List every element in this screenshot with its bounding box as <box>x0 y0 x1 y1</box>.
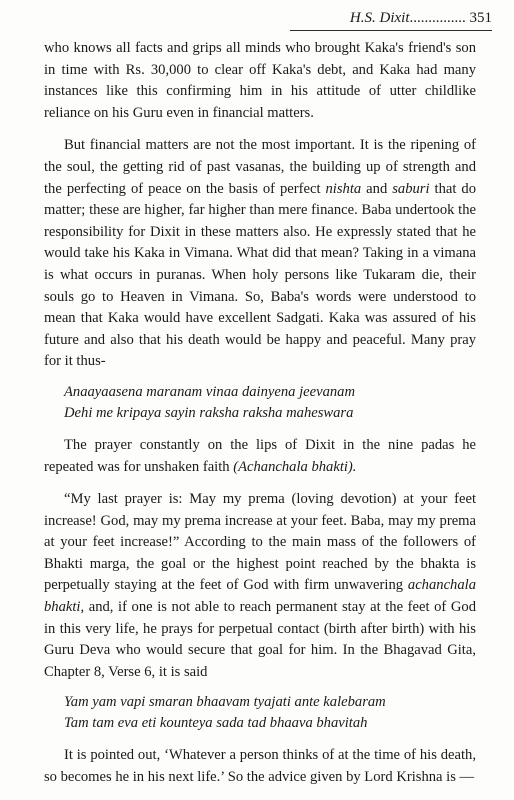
page-body <box>44 38 476 789</box>
paragraph-2-text-b: and <box>361 180 393 197</box>
paragraph-2-text-c: that do matter; these are higher, far higher than mere finance. Baba undertook the responsibility for Dixit in these matters also. He expressly stated that he would take his Kaka in Vimana. What did that mean? Taking in a vimana is what occurs in puranas. When holy persons like Tukaram die, their souls go to Heaven in Vimana. So, Baba's words were understood to mean that Kaka would have excellent Sadgati. Kaka was assured of his future and also that his death would be happy and peaceful. Many pray for it thus- <box>44 180 476 370</box>
paragraph-4-text-a: “My last prayer is: May my prema (loving devotion) at your feet increase! God, may my prema increase at your feet. Baba, may my prema at your feet increase!” According to the main mass of the followers of Bhakti marga, the goal or the highest point reached by the bhakta is perpetually staying at the feet of God with firm unwavering <box>44 491 476 594</box>
page-number: 351 <box>469 10 492 26</box>
verse-2-line-2: Tam tam eva eti kounteya sada tad bhaava bhavitah <box>64 715 368 732</box>
term-nishta: nishta <box>325 180 362 197</box>
paragraph-4 <box>44 489 476 683</box>
verse-2-line-1: Yam yam vapi smaran bhaavam tyajati ante kalebaram <box>64 694 386 711</box>
dot-leader: ............... <box>409 10 466 26</box>
verse-block-2 <box>64 692 476 734</box>
paragraph-2-text-a: But financial matters are not the most important. It is the ripening of the soul, the getting rid of past vasanas, the building up of strength and the perfecting of peace on the basis of perfect <box>44 137 476 197</box>
verse-block-1 <box>64 382 476 424</box>
term-achanchala-bhakti: (Achanchala bhakti). <box>233 458 357 475</box>
paragraph-5: It is pointed out, ‘Whatever a person thinks of at the time of his death, so becomes he in his next life.’ So the advice given by Lord Krishna is — <box>44 747 476 786</box>
paragraph-3-text-a: The prayer constantly on the lips of Dixit in the nine padas he repeated was for unshaken faith <box>44 436 476 475</box>
verse-1-line-2: Dehi me kripaya sayin raksha raksha maheswara <box>64 404 354 421</box>
paragraph-1: who knows all facts and grips all minds who brought Kaka's friend's son in time with Rs. 30,000 to clear off Kaka's debt, and Kaka had many instances like this confirming him in his attitude of utter childlike reliance on his Guru even in financial matters. <box>44 40 476 121</box>
paragraph-2 <box>44 135 476 373</box>
term-saburi: saburi <box>392 180 430 197</box>
running-header <box>290 8 492 31</box>
term-achanchala-bhakti-2: achanchala bhakti, <box>44 577 476 616</box>
paragraph-4-text-b: and, if one is not able to reach permanent stay at the feet of God in this very life, he prays for perpetual contact (birth after birth) with his Guru Deva who would secure that goal for him. In the Bhagavad Gita, Chapter 8, Verse 6, it is said <box>44 599 476 680</box>
paragraph-3 <box>44 435 476 478</box>
running-head-title: H.S. Dixit <box>349 10 410 26</box>
verse-1-line-1: Anaayaasena maranam vinaa dainyena jeevanam <box>64 383 355 400</box>
